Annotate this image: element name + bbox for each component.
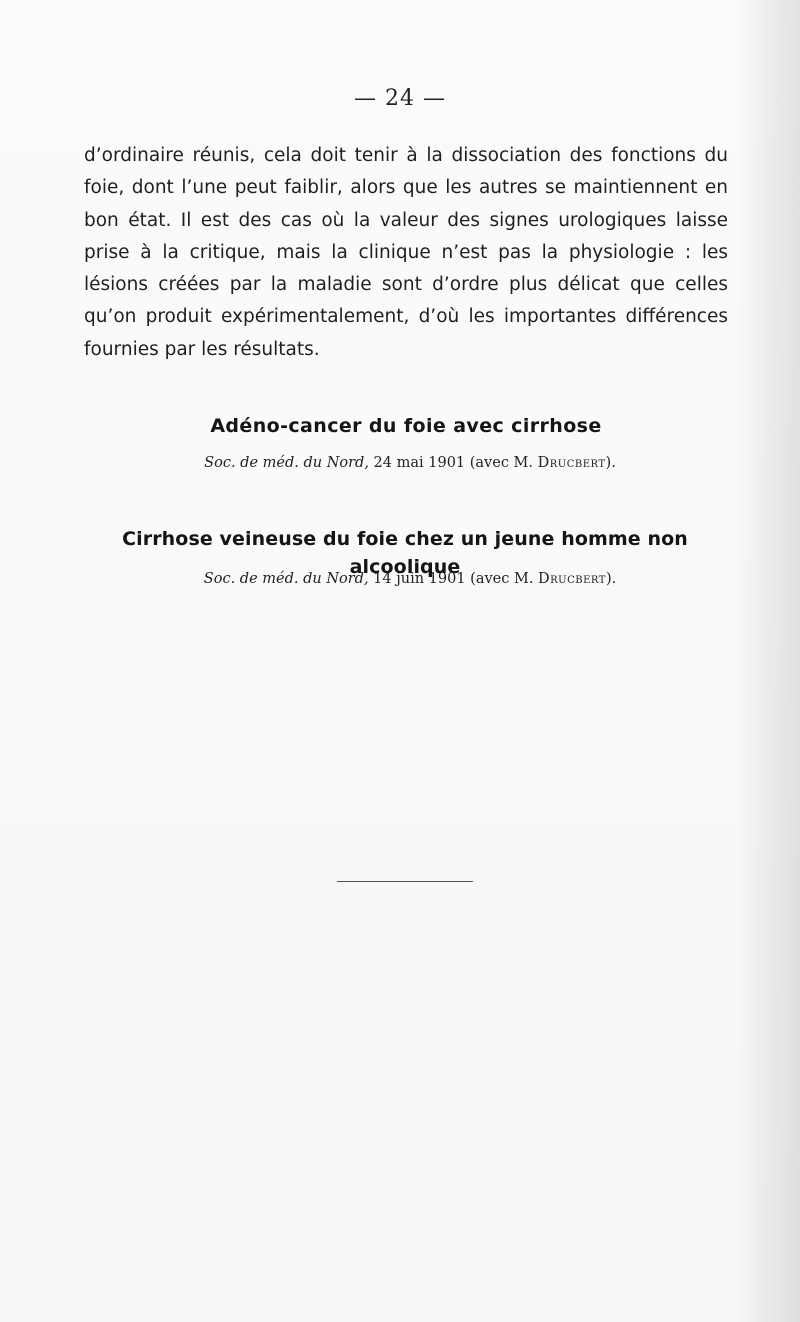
body-paragraph: d’ordinaire réunis, cela doit tenir à la dissociation des fonctions du foie, dont l’une peut faiblir, alors que les autres se maintiennent en bon état. Il est des cas où la valeur des signes urologiques laisse prise à la critique, mais la clinique n’est pas la physiologie : les lésions créées par la maladie sont d’ordre plus délicat que celles qu’on produit expérimentalement, d’où les importantes différences fournies par les résultats.: [84, 145, 728, 360]
entry-ref-suffix: ).: [605, 571, 617, 587]
entry-title: Adéno-cancer du foie avec cirrhose: [210, 415, 602, 437]
entry-reference: [100, 568, 720, 590]
entry-journal: Soc. de méd. du Nord,: [203, 571, 369, 587]
entry-author: Drucbert: [538, 571, 606, 587]
entry-author: Drucbert: [537, 455, 606, 471]
entry-ref-suffix: ).: [605, 455, 616, 471]
entry-title: Cirrhose veineuse du foie chez un jeune homme non alcoolique: [122, 528, 688, 578]
entry-journal: Soc. de méd. du Nord,: [204, 455, 369, 471]
section-divider: [337, 881, 473, 882]
entry-date: 14 juin 1901 (avec M.: [368, 571, 539, 587]
entry-date: 24 mai 1901 (avec M.: [368, 455, 538, 471]
page-number: — 24 —: [354, 86, 446, 111]
entry-reference: [100, 452, 720, 474]
